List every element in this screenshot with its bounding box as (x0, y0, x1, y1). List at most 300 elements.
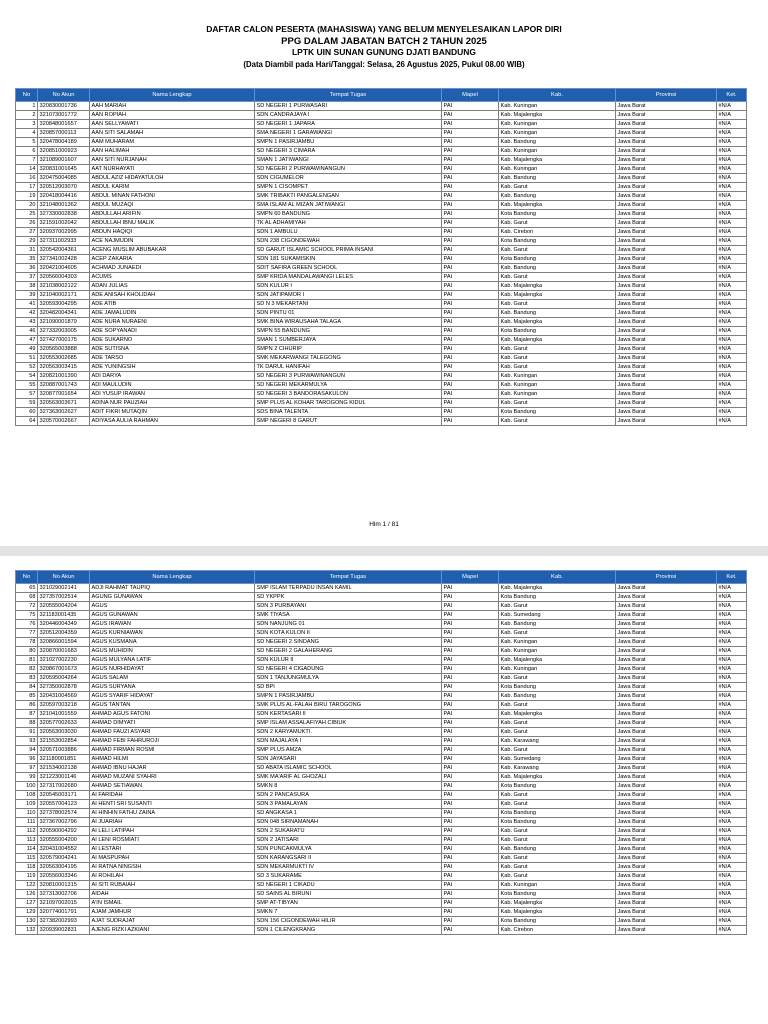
table-row (16, 183, 747, 192)
cell-subject: PAI (442, 174, 499, 183)
cell-full-name: A'IN ISMAIL (90, 899, 255, 908)
cell-account-number: 320877001654 (38, 390, 90, 399)
cell-full-name: AGUS SALAM (90, 674, 255, 683)
cell-province: Jawa Barat (616, 390, 717, 399)
cell-province: Jawa Barat (616, 111, 717, 120)
cell-no: 126 (16, 890, 38, 899)
cell-subject: PAI (442, 363, 499, 372)
cell-no: 16 (16, 174, 38, 183)
cell-workplace: SD N 3 MEKARTANI (255, 300, 442, 309)
cell-full-name: AHMAD SETIAWAN (90, 782, 255, 791)
cell-full-name: ABDUL AZIZ HIDAYATULOH (90, 174, 255, 183)
cell-regency: Kab. Majalengka (499, 908, 616, 917)
cell-subject: PAI (442, 219, 499, 228)
cell-account-number: 321534002138 (38, 764, 90, 773)
cell-subject: PAI (442, 719, 499, 728)
cell-subject: PAI (442, 273, 499, 282)
cell-regency: Kab. Bandung (499, 138, 616, 147)
cell-regency: Kota Bandung (499, 782, 616, 791)
cell-province: Jawa Barat (616, 408, 717, 417)
cell-province: Jawa Barat (616, 336, 717, 345)
cell-province: Jawa Barat (616, 300, 717, 309)
cell-note: #N/A (717, 165, 747, 174)
cell-subject: PAI (442, 381, 499, 390)
column-header-no: No (16, 89, 38, 102)
cell-workplace: SD NEGERI 3 PURWAWINANGUN (255, 372, 442, 381)
cell-full-name: ACHMAD JUNAEDI (90, 264, 255, 273)
cell-province: Jawa Barat (616, 273, 717, 282)
cell-subject: PAI (442, 692, 499, 701)
cell-regency: Kab. Karawang (499, 737, 616, 746)
table-row (16, 728, 747, 737)
cell-regency: Kab. Majalengka (499, 201, 616, 210)
cell-note: #N/A (717, 800, 747, 809)
table-row (16, 282, 747, 291)
cell-workplace: SDN MAJALAYA I (255, 737, 442, 746)
cell-no: 110 (16, 809, 38, 818)
cell-workplace: SMPN 1 CISOMPET (255, 183, 442, 192)
cell-note: #N/A (717, 372, 747, 381)
cell-regency: Kab. Kuningan (499, 165, 616, 174)
table-row (16, 710, 747, 719)
table-row (16, 102, 747, 111)
cell-note: #N/A (717, 264, 747, 273)
table-row (16, 327, 747, 336)
cell-full-name: ACUMS (90, 273, 255, 282)
cell-regency: Kab. Majalengka (499, 773, 616, 782)
cell-account-number: 320887001743 (38, 381, 90, 390)
document-title: DAFTAR CALON PESERTA (MAHASISWA) YANG BELUM MENYELESAIKAN LAPOR DIRI (206, 24, 562, 34)
cell-no: 114 (16, 845, 38, 854)
cell-account-number: 320595004264 (38, 674, 90, 683)
cell-account-number: 320939002831 (38, 926, 90, 935)
cell-province: Jawa Barat (616, 683, 717, 692)
column-header-note: Ket. (717, 571, 747, 584)
program-title: PPG DALAM JABATAN BATCH 2 TAHUN 2025 (281, 35, 487, 47)
cell-full-name: ABDUL MINAN FATHONI (90, 192, 255, 201)
cell-full-name: AI LELI LATIPAH (90, 827, 255, 836)
table-row (16, 656, 747, 665)
cell-subject: PAI (442, 192, 499, 201)
cell-note: #N/A (717, 237, 747, 246)
table-header-row (16, 89, 747, 102)
cell-regency: Kab. Cirebon (499, 228, 616, 237)
cell-province: Jawa Barat (616, 102, 717, 111)
cell-province: Jawa Barat (616, 327, 717, 336)
cell-note: #N/A (717, 629, 747, 638)
cell-regency: Kota Bandung (499, 683, 616, 692)
cell-workplace: SDN 2 PANCASURA (255, 791, 442, 800)
cell-regency: Kab. Bandung (499, 309, 616, 318)
cell-province: Jawa Barat (616, 845, 717, 854)
cell-note: #N/A (717, 345, 747, 354)
cell-no: 94 (16, 746, 38, 755)
cell-regency: Kab. Majalengka (499, 282, 616, 291)
cell-workplace: SDN 2 JATISARI (255, 836, 442, 845)
cell-subject: PAI (442, 620, 499, 629)
cell-subject: PAI (442, 147, 499, 156)
cell-subject: PAI (442, 926, 499, 935)
cell-note: #N/A (717, 881, 747, 890)
cell-no: 57 (16, 390, 38, 399)
cell-no: 87 (16, 710, 38, 719)
cell-subject: PAI (442, 584, 499, 593)
cell-workplace: SDN 2 KARYAMUKTI. (255, 728, 442, 737)
table-row (16, 773, 747, 782)
cell-no: 4 (16, 129, 38, 138)
cell-full-name: AGUS TANTAN (90, 701, 255, 710)
cell-note: #N/A (717, 755, 747, 764)
cell-province: Jawa Barat (616, 890, 717, 899)
column-header-no: No (16, 571, 38, 584)
cell-full-name: ADI MAULUDIN (90, 381, 255, 390)
table-row (16, 611, 747, 620)
cell-account-number: 320512003070 (38, 183, 90, 192)
cell-province: Jawa Barat (616, 764, 717, 773)
cell-province: Jawa Barat (616, 381, 717, 390)
cell-regency: Kota Bandung (499, 890, 616, 899)
cell-no: 25 (16, 210, 38, 219)
cell-workplace: SD YKPPK (255, 593, 442, 602)
cell-regency: Kab. Majalengka (499, 111, 616, 120)
cell-regency: Kota Bandung (499, 408, 616, 417)
cell-no: 19 (16, 192, 38, 201)
table-row (16, 381, 747, 390)
cell-note: #N/A (717, 129, 747, 138)
cell-no: 68 (16, 593, 38, 602)
cell-workplace: SDN 1 AMBULU (255, 228, 442, 237)
cell-no: 42 (16, 309, 38, 318)
cell-note: #N/A (717, 336, 747, 345)
cell-note: #N/A (717, 809, 747, 818)
cell-account-number: 320421004605 (38, 264, 90, 273)
cell-note: #N/A (717, 138, 747, 147)
table-row (16, 800, 747, 809)
cell-workplace: SDN 048 SIRNAMANAH (255, 818, 442, 827)
cell-regency: Kab. Kuningan (499, 665, 616, 674)
cell-regency: Kab. Karawang (499, 764, 616, 773)
cell-account-number: 321040002171 (38, 291, 90, 300)
cell-province: Jawa Barat (616, 629, 717, 638)
cell-no: 27 (16, 228, 38, 237)
cell-full-name: ADE ATIB (90, 300, 255, 309)
table-row (16, 291, 747, 300)
cell-workplace: SDN KULUR I (255, 282, 442, 291)
cell-no: 35 (16, 255, 38, 264)
cell-province: Jawa Barat (616, 746, 717, 755)
cell-account-number: 320553002685 (38, 354, 90, 363)
cell-workplace: SD ANGKASA 1 (255, 809, 442, 818)
cell-note: #N/A (717, 210, 747, 219)
cell-regency: Kab. Kuningan (499, 147, 616, 156)
cell-no: 37 (16, 273, 38, 282)
cell-account-number: 320590004292 (38, 827, 90, 836)
cell-note: #N/A (717, 890, 747, 899)
cell-account-number: 320867001673 (38, 665, 90, 674)
cell-full-name: ABDUL MUZAQI (90, 201, 255, 210)
column-header-name: Nama Lengkap (90, 571, 255, 584)
cell-province: Jawa Barat (616, 827, 717, 836)
cell-subject: PAI (442, 737, 499, 746)
cell-subject: PAI (442, 863, 499, 872)
cell-regency: Kab. Bandung (499, 174, 616, 183)
cell-note: #N/A (717, 926, 747, 935)
cell-no: 91 (16, 728, 38, 737)
cell-note: #N/A (717, 102, 747, 111)
cell-no: 76 (16, 620, 38, 629)
cell-province: Jawa Barat (616, 246, 717, 255)
cell-account-number: 320557004123 (38, 800, 90, 809)
cell-province: Jawa Barat (616, 417, 717, 426)
cell-note: #N/A (717, 638, 747, 647)
cell-province: Jawa Barat (616, 728, 717, 737)
cell-account-number: 320542004361 (38, 246, 90, 255)
table-row (16, 737, 747, 746)
cell-full-name: AI SITI RUBAIAH (90, 881, 255, 890)
cell-province: Jawa Barat (616, 165, 717, 174)
table-row (16, 201, 747, 210)
cell-full-name: ABDUL KARIM (90, 183, 255, 192)
cell-workplace: SDN CANDRAJAYA I (255, 111, 442, 120)
cell-note: #N/A (717, 300, 747, 309)
cell-account-number: 320851000923 (38, 147, 90, 156)
cell-workplace: SDS BINA TALENTA (255, 408, 442, 417)
cell-province: Jawa Barat (616, 219, 717, 228)
cell-no: 84 (16, 683, 38, 692)
table-row (16, 818, 747, 827)
cell-subject: PAI (442, 845, 499, 854)
cell-workplace: SDN 238 CIGONDEWAH (255, 237, 442, 246)
cell-province: Jawa Barat (616, 782, 717, 791)
cell-province: Jawa Barat (616, 701, 717, 710)
cell-full-name: AGUNG GUNAWAN (90, 593, 255, 602)
cell-no: 115 (16, 854, 38, 863)
cell-note: #N/A (717, 183, 747, 192)
cell-full-name: AJAM JAMHUR (90, 908, 255, 917)
table-row (16, 147, 747, 156)
table-row (16, 246, 747, 255)
cell-regency: Kab. Kuningan (499, 390, 616, 399)
cell-regency: Kota Bandung (499, 917, 616, 926)
cell-regency: Kab. Garut (499, 827, 616, 836)
document-header (0, 24, 768, 70)
table-row (16, 602, 747, 611)
cell-province: Jawa Barat (616, 129, 717, 138)
cell-account-number: 320555004200 (38, 836, 90, 845)
cell-note: #N/A (717, 620, 747, 629)
cell-no: 85 (16, 692, 38, 701)
cell-note: #N/A (717, 255, 747, 264)
cell-full-name: AAN SITI NURJANAH (90, 156, 255, 165)
cell-province: Jawa Barat (616, 309, 717, 318)
table-row (16, 683, 747, 692)
cell-full-name: AAM MUHARAM (90, 138, 255, 147)
cell-account-number: 321073001772 (38, 111, 90, 120)
cell-no: 60 (16, 408, 38, 417)
cell-workplace: SDN KOTA KULON II (255, 629, 442, 638)
cell-province: Jawa Barat (616, 800, 717, 809)
cell-subject: PAI (442, 111, 499, 120)
cell-subject: PAI (442, 129, 499, 138)
cell-regency: Kab. Garut (499, 363, 616, 372)
cell-note: #N/A (717, 147, 747, 156)
cell-full-name: AI JUARIAH (90, 818, 255, 827)
cell-note: #N/A (717, 917, 747, 926)
cell-account-number: 321089001607 (38, 156, 90, 165)
cell-province: Jawa Barat (616, 791, 717, 800)
cell-regency: Kab. Sumedang (499, 611, 616, 620)
cell-workplace: SDN CIGUMELOR (255, 174, 442, 183)
cell-province: Jawa Barat (616, 674, 717, 683)
cell-account-number: 320563004195 (38, 863, 90, 872)
cell-province: Jawa Barat (616, 183, 717, 192)
cell-full-name: ABDULLAH IBNU MALIK (90, 219, 255, 228)
cell-regency: Kab. Garut (499, 417, 616, 426)
cell-no: 81 (16, 656, 38, 665)
cell-note: #N/A (717, 665, 747, 674)
table-row (16, 300, 747, 309)
cell-full-name: AHMAD FEBI FAHRUROJI (90, 737, 255, 746)
table-row (16, 809, 747, 818)
cell-no: 41 (16, 300, 38, 309)
cell-account-number: 320563003030 (38, 728, 90, 737)
cell-workplace: SD NEGERI 2 SINDANG (255, 638, 442, 647)
cell-workplace: SMP PLUS AL KOHAR TAROGONG KIDUL (255, 399, 442, 408)
table-row (16, 764, 747, 773)
cell-regency: Kab. Garut (499, 854, 616, 863)
cell-no: 93 (16, 737, 38, 746)
cell-full-name: AGUS SURYANA (90, 683, 255, 692)
cell-workplace: SD GARUT ISLAMIC SCHOOL PRIMA INSANI (255, 246, 442, 255)
cell-regency: Kota Bandung (499, 593, 616, 602)
cell-workplace: SDN 3 PAMALAYAN (255, 800, 442, 809)
column-header-name: Nama Lengkap (90, 89, 255, 102)
table-row (16, 674, 747, 683)
cell-province: Jawa Barat (616, 354, 717, 363)
cell-no: 51 (16, 354, 38, 363)
cell-regency: Kota Bandung (499, 809, 616, 818)
cell-no: 49 (16, 345, 38, 354)
cell-account-number: 320593004295 (38, 300, 90, 309)
cell-regency: Kab. Garut (499, 219, 616, 228)
cell-note: #N/A (717, 692, 747, 701)
cell-no: 83 (16, 674, 38, 683)
cell-no: 77 (16, 629, 38, 638)
table-row (16, 782, 747, 791)
cell-subject: PAI (442, 665, 499, 674)
cell-province: Jawa Barat (616, 147, 717, 156)
cell-note: #N/A (717, 863, 747, 872)
cell-workplace: SD NEGERI 1 JAPARA (255, 120, 442, 129)
cell-full-name: AGUS KURNIAWAN (90, 629, 255, 638)
cell-regency: Kab. Majalengka (499, 336, 616, 345)
cell-province: Jawa Barat (616, 809, 717, 818)
cell-account-number: 320597003218 (38, 701, 90, 710)
cell-note: #N/A (717, 327, 747, 336)
table-row (16, 899, 747, 908)
table-row (16, 129, 747, 138)
cell-account-number: 321097002015 (38, 899, 90, 908)
cell-workplace: SD NEGERI 4 CIGADUNG (255, 665, 442, 674)
cell-workplace: SDN 1 CILENGKRANG (255, 926, 442, 935)
cell-no: 17 (16, 183, 38, 192)
cell-subject: PAI (442, 165, 499, 174)
table-row (16, 318, 747, 327)
cell-full-name: AHMAD FIRMAN ROSMI (90, 746, 255, 755)
cell-subject: PAI (442, 593, 499, 602)
cell-subject: PAI (442, 872, 499, 881)
cell-note: #N/A (717, 710, 747, 719)
cell-regency: Kab. Garut (499, 863, 616, 872)
cell-no: 119 (16, 872, 38, 881)
cell-province: Jawa Barat (616, 399, 717, 408)
cell-subject: PAI (442, 390, 499, 399)
cell-regency: Kab. Garut (499, 300, 616, 309)
cell-subject: PAI (442, 881, 499, 890)
cell-province: Jawa Barat (616, 156, 717, 165)
cell-no: 52 (16, 363, 38, 372)
cell-account-number: 327317002680 (38, 782, 90, 791)
cell-note: #N/A (717, 827, 747, 836)
cell-full-name: AAN SITI SALAMAH (90, 129, 255, 138)
cell-no: 122 (16, 881, 38, 890)
cell-workplace: SMPN 1 PASIRJAMBU (255, 692, 442, 701)
page-divider (0, 546, 768, 556)
cell-regency: Kab. Majalengka (499, 584, 616, 593)
cell-no: 3 (16, 120, 38, 129)
cell-subject: PAI (442, 156, 499, 165)
table-row (16, 156, 747, 165)
cell-account-number: 321027002230 (38, 656, 90, 665)
data-date-note: (Data Diambil pada Hari/Tanggal: Selasa, 26 Agustus 2025, Pukul 08.00 WIB) (243, 59, 525, 69)
cell-account-number: 327341002428 (38, 255, 90, 264)
cell-subject: PAI (442, 327, 499, 336)
cell-no: 36 (16, 264, 38, 273)
cell-no: 78 (16, 638, 38, 647)
cell-full-name: AHMAD DIMYATI (90, 719, 255, 728)
cell-workplace: SD NEGERI 3 CIMARA (255, 147, 442, 156)
cell-regency: Kab. Kuningan (499, 120, 616, 129)
cell-subject: PAI (442, 836, 499, 845)
cell-subject: PAI (442, 611, 499, 620)
cell-no: 80 (16, 647, 38, 656)
cell-subject: PAI (442, 354, 499, 363)
cell-note: #N/A (717, 818, 747, 827)
table-row (16, 165, 747, 174)
participant-table-page-1 (15, 88, 747, 426)
cell-account-number: 327382002993 (38, 917, 90, 926)
table-row (16, 638, 747, 647)
cell-workplace: SMKN 8 (255, 782, 442, 791)
cell-note: #N/A (717, 120, 747, 129)
cell-account-number: 327427000175 (38, 336, 90, 345)
cell-subject: PAI (442, 255, 499, 264)
cell-workplace: SD NEGERI 2 PURWAWINANGUN (255, 165, 442, 174)
table-row (16, 219, 747, 228)
cell-workplace: TK AL ADHAMIYAH (255, 219, 442, 228)
column-header-account: No Akun (38, 89, 90, 102)
cell-full-name: ACE NAJMUDIN (90, 237, 255, 246)
cell-regency: Kab. Garut (499, 273, 616, 282)
cell-workplace: SMAN 1 JATIWANGI (255, 156, 442, 165)
cell-regency: Kab. Kuningan (499, 638, 616, 647)
cell-subject: PAI (442, 282, 499, 291)
cell-subject: PAI (442, 773, 499, 782)
cell-workplace: SDN 181 SUKAMISKIN (255, 255, 442, 264)
cell-subject: PAI (442, 683, 499, 692)
cell-province: Jawa Barat (616, 138, 717, 147)
cell-province: Jawa Barat (616, 345, 717, 354)
